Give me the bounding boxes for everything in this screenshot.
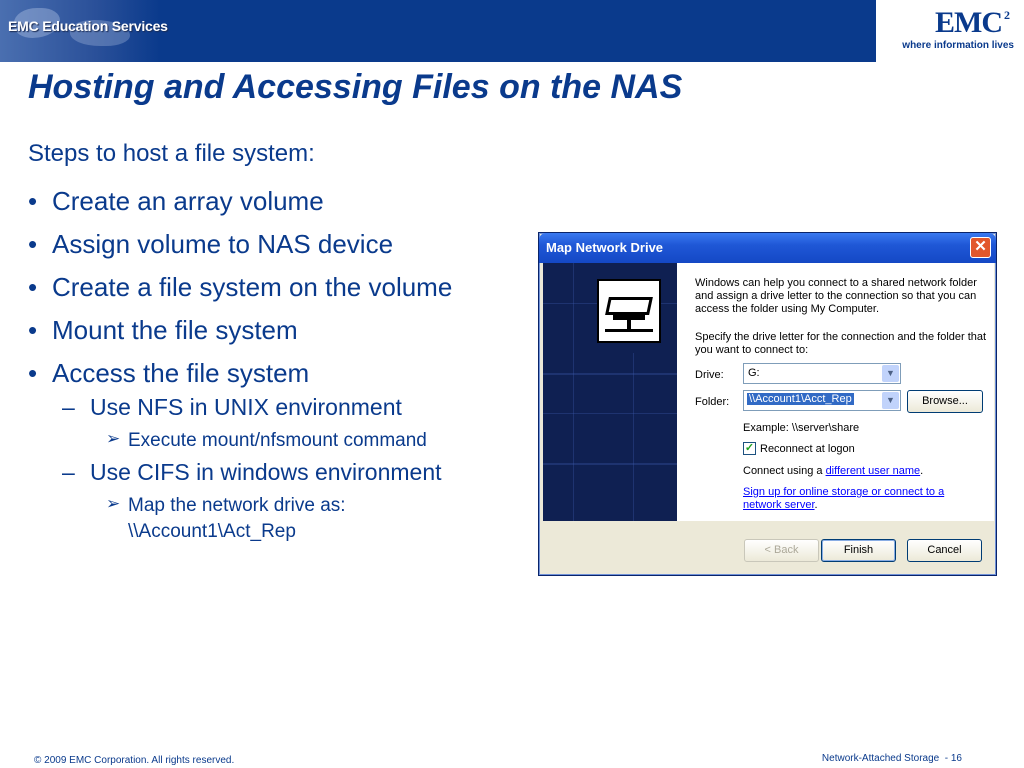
reconnect-checkbox[interactable]	[743, 442, 756, 455]
bullet-item	[28, 274, 518, 300]
arrowhead-icon: ➢	[106, 494, 121, 514]
slide-content	[28, 140, 518, 559]
bullet-dot-icon: •	[28, 358, 38, 388]
bullet-dot-icon: •	[28, 272, 38, 302]
close-icon: ✕	[974, 238, 987, 255]
sub-item-text: Use CIFS in windows environment	[90, 458, 442, 485]
panel-line	[543, 413, 677, 414]
signup-text	[743, 486, 958, 512]
bullet-text: Mount the file system	[52, 315, 298, 345]
page-number: - 16	[944, 753, 962, 764]
detail-text: Execute mount/nfsmount command	[128, 430, 427, 452]
network-drive-icon	[597, 279, 661, 343]
cancel-button[interactable]: Cancel	[907, 539, 982, 562]
logo-text: EMC	[935, 6, 1002, 39]
drive-value: G:	[748, 367, 760, 379]
detail-text: Map the network drive as:	[128, 495, 346, 517]
folder-value: \\Account1\Acct_Rep	[749, 393, 852, 405]
course-name: Network-Attached Storage	[821, 753, 940, 764]
folder-label: Folder:	[695, 396, 730, 408]
dialog-titlebar[interactable]	[539, 233, 996, 263]
panel-line	[633, 353, 634, 521]
checkmark-icon: ✓	[744, 442, 755, 454]
folder-input[interactable]	[743, 390, 901, 411]
bullet-item	[28, 360, 518, 386]
sub-item-text: Use NFS in UNIX environment	[90, 394, 402, 420]
slide-title: Hosting and Accessing Files on the NAS	[28, 68, 683, 106]
reconnect-label: Reconnect at logon	[760, 443, 855, 455]
bullet-text: Create an array volume	[52, 186, 324, 216]
copyright-text: © 2009 EMC Corporation. All rights reserved.	[34, 755, 235, 766]
back-button[interactable]: < Back	[744, 539, 819, 562]
logo-tagline: where information lives	[902, 40, 1014, 51]
dash-icon: –	[62, 394, 75, 420]
drive-cable	[627, 319, 631, 329]
different-user-link[interactable]: different user name	[825, 465, 921, 477]
bullet-item	[28, 188, 518, 214]
finish-button[interactable]: Finish	[821, 539, 896, 562]
bullet-text: Assign volume to NAS device	[52, 229, 394, 259]
bullet-dot-icon: •	[28, 315, 38, 345]
close-button[interactable]	[970, 237, 991, 258]
bullet-item	[28, 231, 518, 257]
browse-button[interactable]: Browse...	[907, 390, 983, 413]
map-network-drive-dialog	[538, 232, 997, 576]
arrowhead-icon: ➢	[106, 429, 121, 449]
signup-suffix: .	[814, 499, 818, 511]
panel-line	[543, 463, 677, 465]
panel-line	[543, 373, 677, 375]
footer-course	[822, 753, 962, 764]
panel-line	[573, 263, 574, 521]
signup-link[interactable]: Sign up for online storage or connect to a network server	[743, 486, 945, 511]
dialog-title: Map Network Drive	[546, 240, 664, 255]
network-wire	[605, 329, 653, 332]
sub-item-nfs	[28, 395, 518, 420]
bullet-dot-icon: •	[28, 186, 38, 216]
education-services-label: EMC Education Services	[8, 18, 168, 34]
detail-item	[28, 493, 518, 544]
connect-using-text	[743, 465, 923, 477]
connect-suffix: .	[920, 465, 924, 477]
logo-superscript: 2	[1004, 8, 1010, 22]
bullet-dot-icon: •	[28, 229, 38, 259]
drive-body	[605, 297, 653, 315]
bullet-text: Create a file system on the volume	[52, 272, 453, 302]
header-banner	[0, 0, 1024, 62]
dash-icon: –	[62, 458, 75, 485]
intro-text: Windows can help you connect to a shared network folder and assign a drive letter to the connection so that you can access the folder using My Computer.	[695, 277, 977, 315]
instruction-text: Specify the drive letter for the connection and the folder that you want to connect to:	[695, 331, 987, 356]
chevron-down-icon[interactable]: ▼	[882, 365, 899, 382]
detail-item	[28, 428, 518, 454]
drive-select[interactable]	[743, 363, 901, 384]
drive-label: Drive:	[695, 369, 724, 381]
bullet-item	[28, 317, 518, 343]
lead-text: Steps to host a file system:	[28, 140, 315, 167]
emc-logo	[876, 0, 1024, 62]
connect-prefix: Connect using a	[743, 465, 826, 477]
detail-text-path: \\Account1\Act_Rep	[128, 520, 296, 542]
wizard-content-panel	[677, 263, 994, 521]
bullet-text: Access the file system	[52, 358, 310, 388]
example-text: Example: \\server\share	[743, 422, 860, 434]
sub-item-cifs	[28, 460, 518, 485]
wizard-side-panel	[543, 263, 677, 521]
chevron-down-icon[interactable]: ▼	[882, 392, 899, 409]
